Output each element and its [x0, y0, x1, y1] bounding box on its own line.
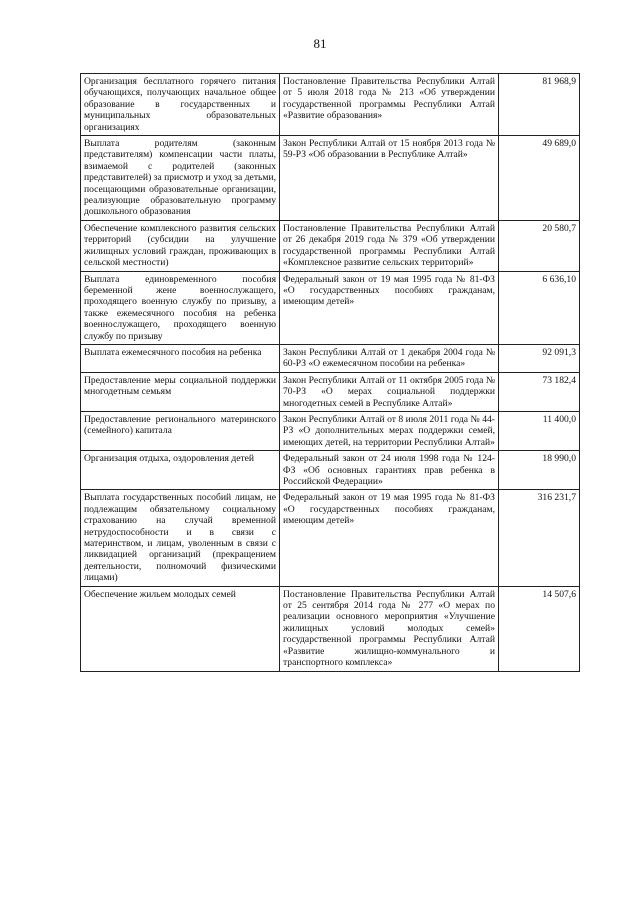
- legal-basis-cell: Постановление Правительства Республики Алтай от 25 сентября 2014 года № 277 «О мерах по реализации основного мероприятия «Улучшение жилищных условий молодых семей» государственной программы Республики Алтай «Развитие жилищно-коммунального и транспортного комплекса»: [280, 586, 499, 671]
- table-row: [81, 372, 580, 411]
- page-number: 81: [313, 36, 327, 51]
- amount-cell: 11 400,0: [499, 411, 580, 450]
- legal-basis-cell: Закон Республики Алтай от 8 июля 2011 года № 44-РЗ «О дополнительных мерах поддержки семей, имеющих детей, на территории Республики Алтай»: [280, 411, 499, 450]
- legal-basis-cell: Закон Республики Алтай от 11 октября 2005 года № 70-РЗ «О мерах социальной поддержки многодетных семей в Республике Алтай»: [280, 372, 499, 411]
- measure-name-cell: Выплата государственных пособий лицам, не подлежащим обязательному социальному страхованию на случай временной нетрудоспособности и в связи с материнством, и лицам, уволенным в связи с ликвидацией организаций (прекращением деятельности, полномочий физическими лицами): [81, 490, 280, 586]
- legal-basis-cell: Закон Республики Алтай от 1 декабря 2004 года № 60-РЗ «О ежемесячном пособии на ребенка»: [280, 344, 499, 372]
- measure-name-cell: Организация отдыха, оздоровления детей: [81, 451, 280, 490]
- amount-cell: 73 182,4: [499, 372, 580, 411]
- measure-name-cell: Предоставление регионального материнского (семейного) капитала: [81, 411, 280, 450]
- measure-name-cell: Обеспечение жильем молодых семей: [81, 586, 280, 671]
- legal-basis-cell: Закон Республики Алтай от 15 ноября 2013 года № 59-РЗ «Об образовании в Республике Алтай»: [280, 136, 499, 221]
- measure-name-cell: Выплата единовременного пособия беременной жене военнослужащего, проходящего военную службу по призыву, а также ежемесячного пособия на ребенка военнослужащего, проходящего военную службу по призыву: [81, 271, 280, 344]
- table-row: [81, 74, 580, 136]
- table-row: [81, 136, 580, 221]
- table-row: [81, 490, 580, 586]
- legal-basis-cell: Постановление Правительства Республики Алтай от 26 декабря 2019 года № 379 «Об утверждении государственной программы Республики Алтай «Комплексное развитие сельских территорий»: [280, 220, 499, 271]
- amount-cell: 81 968,9: [499, 74, 580, 136]
- legal-basis-cell: Федеральный закон от 19 мая 1995 года № 81-ФЗ «О государственных пособиях гражданам, имеющим детей»: [280, 271, 499, 344]
- amount-cell: 14 507,6: [499, 586, 580, 671]
- amount-cell: 92 091,3: [499, 344, 580, 372]
- table-row: [81, 586, 580, 671]
- amount-cell: 49 689,0: [499, 136, 580, 221]
- legal-basis-cell: Постановление Правительства Республики Алтай от 5 июля 2018 года № 213 «Об утверждении государственной программы Республики Алтай «Развитие образования»: [280, 74, 499, 136]
- measures-table: [80, 73, 580, 672]
- amount-cell: 20 580,7: [499, 220, 580, 271]
- measures-table-body: [81, 74, 580, 672]
- legal-basis-cell: Федеральный закон от 24 июля 1998 года № 124-ФЗ «Об основных гарантиях прав ребенка в Российской Федерации»: [280, 451, 499, 490]
- table-row: [81, 220, 580, 271]
- table-row: [81, 344, 580, 372]
- measure-name-cell: Организация бесплатного горячего питания обучающихся, получающих начальное общее образование в государственных и муниципальных образовательных организациях: [81, 74, 280, 136]
- amount-cell: 316 231,7: [499, 490, 580, 586]
- measure-name-cell: Предоставление меры социальной поддержки многодетным семьям: [81, 372, 280, 411]
- table-row: [81, 451, 580, 490]
- measure-name-cell: Обеспечение комплексного развития сельских территорий (субсидии на улучшение жилищных условий граждан, проживающих в сельской местности): [81, 220, 280, 271]
- amount-cell: 18 990,0: [499, 451, 580, 490]
- legal-basis-cell: Федеральный закон от 19 мая 1995 года № 81-ФЗ «О государственных пособиях гражданам, имеющим детей»: [280, 490, 499, 586]
- table-row: [81, 411, 580, 450]
- measure-name-cell: Выплата родителям (законным представителям) компенсации части платы, взимаемой с родителей (законных представителей) за присмотр и уход за детьми, посещающими образовательные организации, реализующие образовательную программу дошкольного образования: [81, 136, 280, 221]
- measure-name-cell: Выплата ежемесячного пособия на ребенка: [81, 344, 280, 372]
- table-row: [81, 271, 580, 344]
- amount-cell: 6 636,10: [499, 271, 580, 344]
